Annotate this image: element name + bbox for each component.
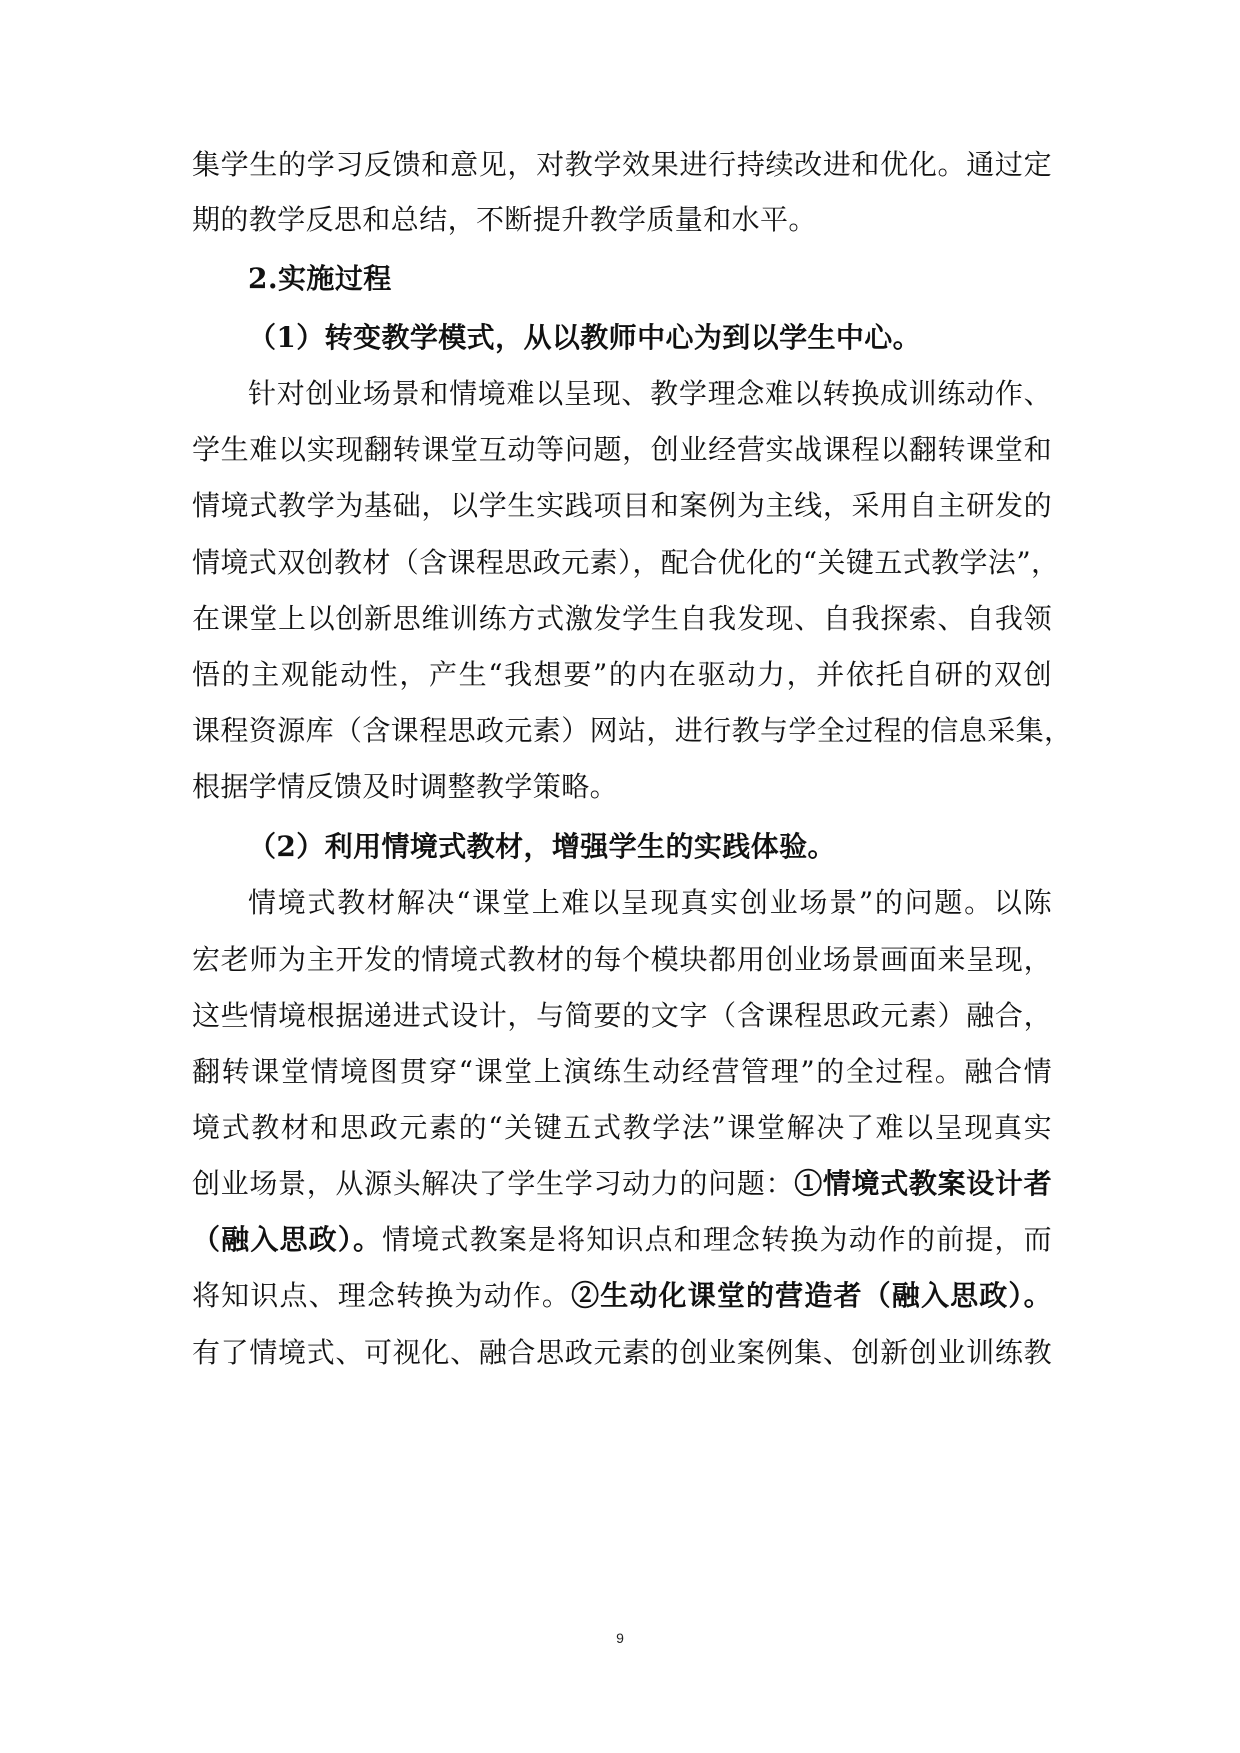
subsection-1-line-2: 学生难以实现翻转课堂互动等问题，创业经营实战课程以翻转课堂和 — [192, 433, 1052, 466]
subsection-2-line-8-emphasis: ②生动化课堂的营造者（融入思政）。 — [571, 1279, 1052, 1312]
subsection-2-heading: （2）利用情境式教材，增强学生的实践体验。 — [248, 830, 836, 863]
subsection-1-line-6: 悟的主观能动性，产生“我想要”的内在驱动力，并依托自研的双创 — [192, 658, 1052, 691]
subsection-1-line-4: 情境式双创教材（含课程思政元素），配合优化的“关键五式教学法”， — [192, 546, 1060, 579]
subsection-2-line-9: 有了情境式、可视化、融合思政元素的创业案例集、创新创业训练教 — [192, 1336, 1052, 1369]
subsection-2-line-7-text: 情境式教案是将知识点和理念转换为动作的前提，而 — [382, 1223, 1052, 1256]
subsection-2-line-6 — [192, 1164, 1052, 1204]
subsection-1-line-8: 根据学情反馈及时调整教学策略。 — [192, 770, 619, 803]
intro-line-2: 期的教学反思和总结，不断提升教学质量和水平。 — [192, 203, 817, 236]
subsection-1-line-3: 情境式教学为基础，以学生实践项目和案例为主线，采用自主研发的 — [192, 489, 1052, 522]
subsection-2-line-1: 情境式教材解决“课堂上难以呈现真实创业场景”的问题。以陈 — [248, 886, 1052, 919]
subsection-2-line-6-emphasis: ①情境式教案设计者 — [794, 1167, 1052, 1200]
subsection-2-line-7 — [192, 1220, 1052, 1260]
subsection-2-line-8 — [192, 1276, 1052, 1316]
subsection-2-line-6-text: 创业场景，从源头解决了学生学习动力的问题： — [192, 1167, 795, 1200]
page-number: 9 — [616, 1630, 624, 1646]
subsection-1-line-7: 课程资源库（含课程思政元素）网站，进行教与学全过程的信息采集， — [192, 714, 1073, 747]
section-heading: 2.实施过程 — [248, 262, 392, 295]
subsection-2-line-8-text: 将知识点、理念转换为动作。 — [192, 1279, 572, 1312]
subsection-2-line-4: 翻转课堂情境图贯穿“课堂上演练生动经营管理”的全过程。融合情 — [192, 1055, 1052, 1088]
subsection-1-line-1: 针对创业场景和情境难以呈现、教学理念难以转换成训练动作、 — [248, 377, 1052, 410]
subsection-2-line-2: 宏老师为主开发的情境式教材的每个模块都用创业场景画面来呈现， — [192, 943, 1052, 976]
subsection-2-line-7-emphasis: （融入思政）。 — [192, 1223, 383, 1256]
subsection-1-line-5: 在课堂上以创新思维训练方式激发学生自我发现、自我探索、自我领 — [192, 602, 1052, 635]
subsection-1-heading: （1）转变教学模式，从以教师中心为到以学生中心。 — [248, 321, 922, 354]
subsection-2-line-5: 境式教材和思政元素的“关键五式教学法”课堂解决了难以呈现真实 — [192, 1111, 1052, 1144]
subsection-2-line-3: 这些情境根据递进式设计，与简要的文字（含课程思政元素）融合， — [192, 999, 1052, 1032]
intro-line-1: 集学生的学习反馈和意见，对教学效果进行持续改进和优化。通过定 — [192, 148, 1052, 181]
